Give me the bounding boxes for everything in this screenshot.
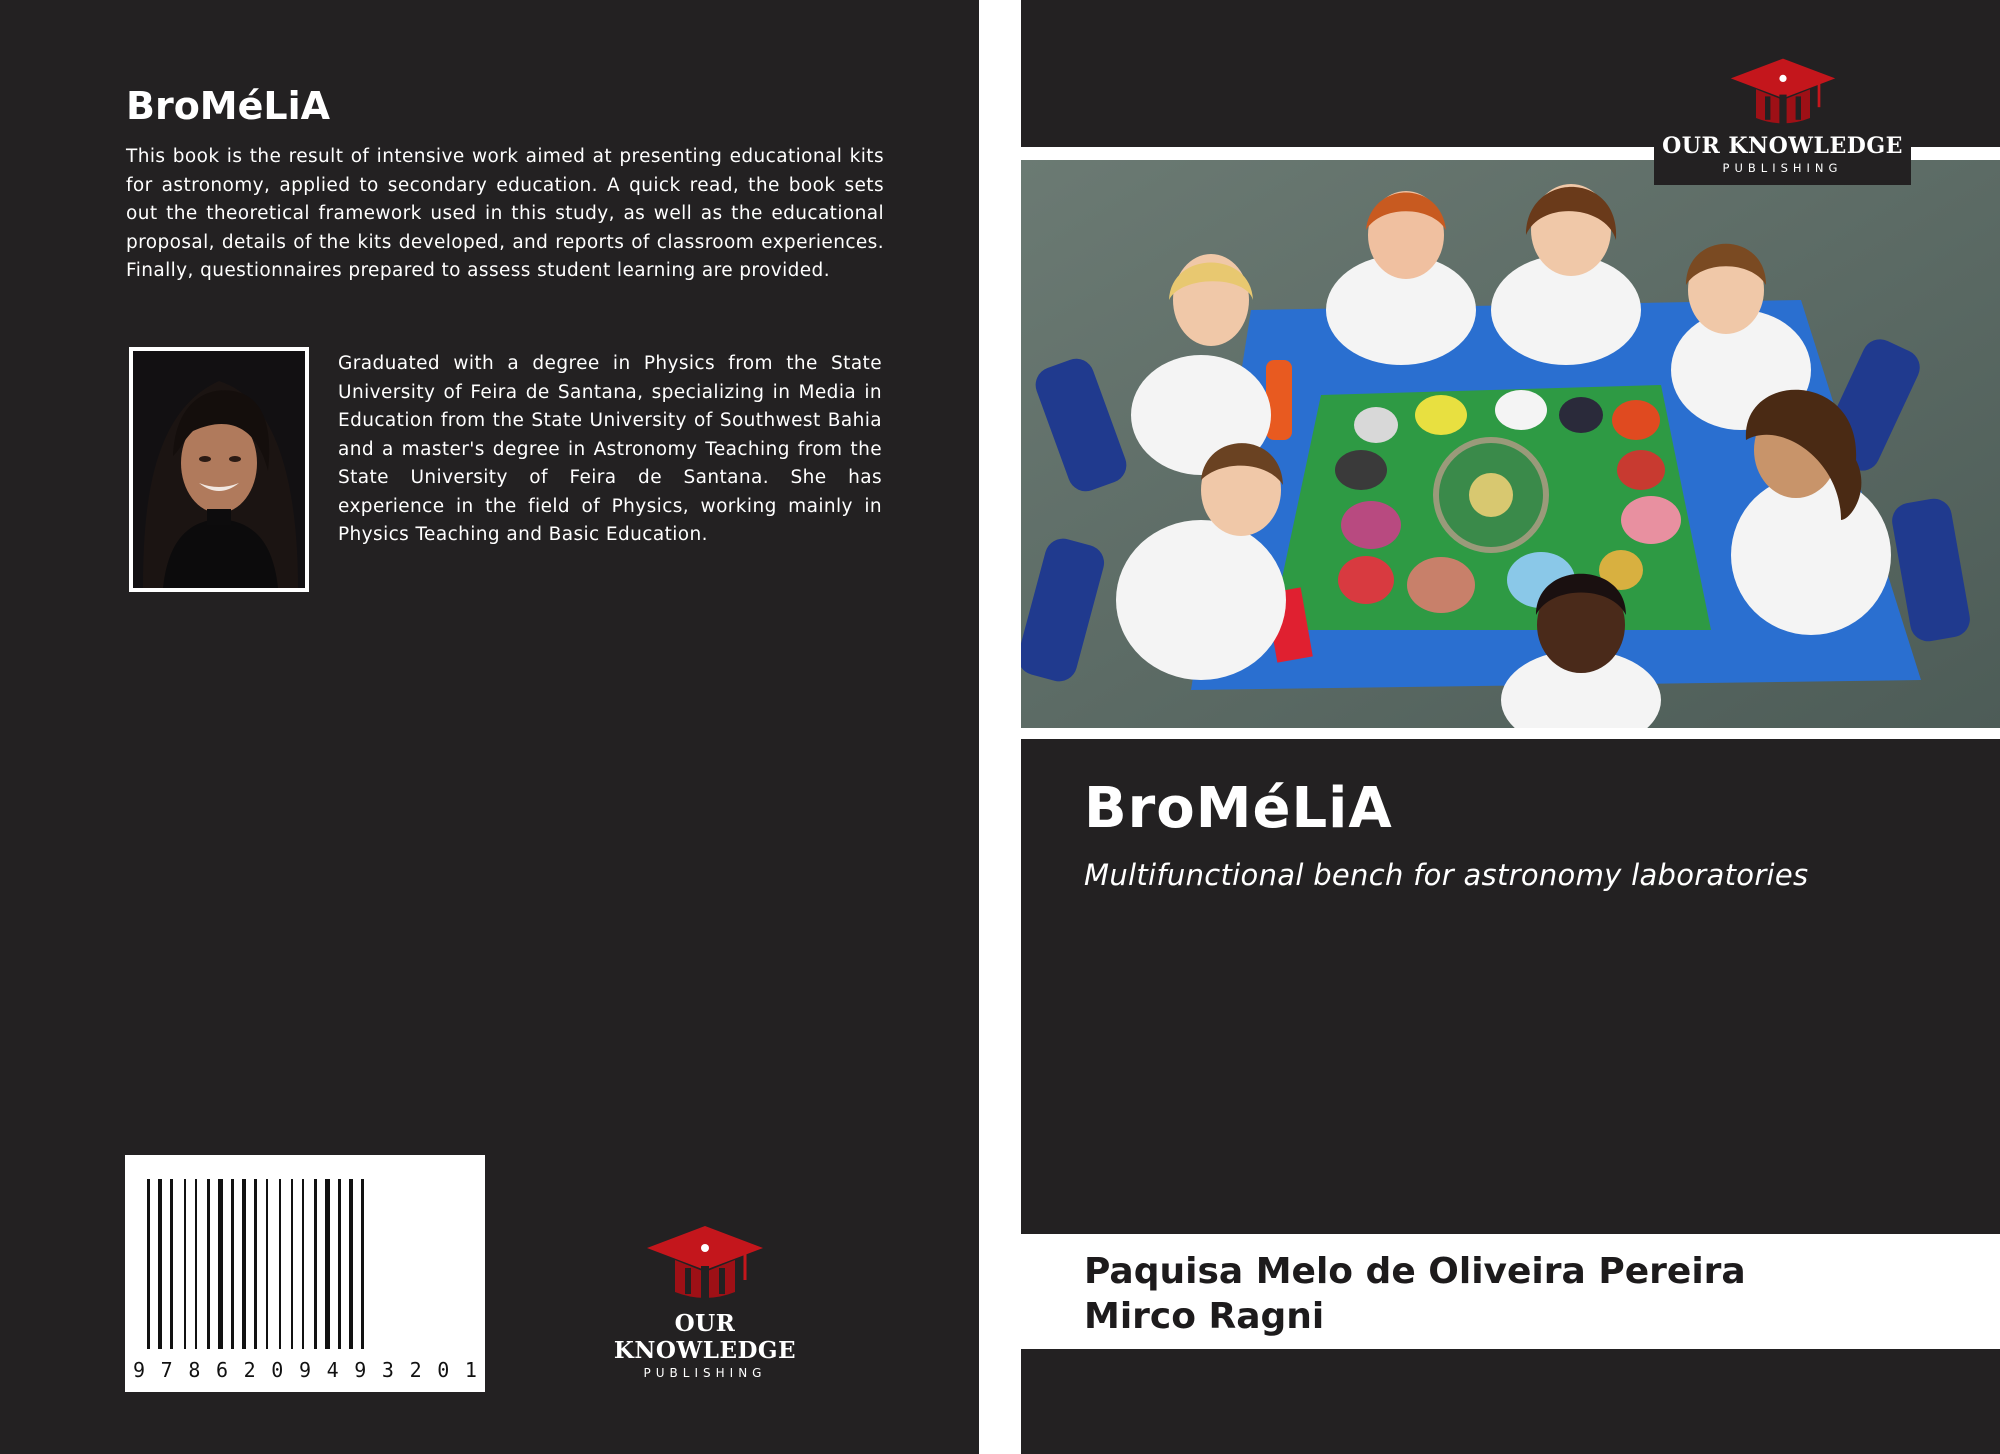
front-bottom-band [1021,1349,2000,1454]
publisher-name: OUR KNOWLEDGE [613,1310,797,1364]
barcode-bar [184,1179,186,1349]
author-portrait-image [133,351,305,588]
barcode-digit: 7 [160,1358,173,1382]
barcode-digit: 6 [215,1358,229,1382]
barcode-bars [125,1179,485,1369]
graduation-cap-icon [1728,55,1838,127]
barcode-bar [266,1179,268,1349]
barcode-bar [207,1179,210,1349]
spine-gap [979,0,1021,1454]
barcode-digit: 4 [326,1358,339,1382]
isbn-barcode [125,1155,485,1392]
publisher-name: OUR KNOWLEDGE [1662,133,1903,159]
barcode-bar [218,1179,223,1349]
publisher-tagline: PUBLISHING [1722,161,1843,175]
barcode-bar [195,1179,197,1349]
barcode-bar [325,1179,330,1349]
barcode-digit: 2 [409,1358,422,1382]
barcode-bar [302,1179,304,1349]
front-cover-subtitle: Multifunctional bench for astronomy laboratories [1084,858,1809,892]
cover-photo [1021,160,2000,728]
author-name-1: Paquisa Melo de Oliveira Pereira [1084,1251,1746,1292]
barcode-digit: 3 [381,1358,394,1382]
publisher-tagline: PUBLISHING [643,1366,767,1380]
classroom-children-image [1021,160,2000,728]
barcode-bar [279,1179,281,1349]
barcode-digit: 2 [243,1358,256,1382]
barcode-digit: 8 [188,1358,201,1382]
barcode-bar [147,1179,150,1349]
barcode-digit: 9 [133,1358,146,1382]
barcode-bar [242,1179,246,1349]
publisher-logo-front [1654,55,1911,175]
author-bio: Graduated with a degree in Physics from the State University of Feira de Santana, specializing in Media in Education from the State University of Southwest Bahia and a master's degree in Astronomy Teaching from the State University of Feira de Santana. She has experience in the field of Physics, working mainly in Physics Teaching and Basic Education. [338,353,882,545]
barcode-bar [361,1179,364,1349]
barcode-digits [133,1358,477,1382]
author-photo [129,347,309,592]
barcode-bar [254,1179,257,1349]
barcode-bar [170,1179,173,1349]
barcode-digit: 0 [437,1358,450,1382]
barcode-bar [349,1179,353,1349]
back-cover-blurb: This book is the result of intensive work aimed at presenting educational kits for astronomy, applied to secondary education. A quick read, the book sets out the theoretical framework used in this study, as well as the educational proposal, details of the kits developed, and reports of classroom experiences. Finally, questionnaires prepared to assess student learning are provided. [126,146,884,281]
barcode-bar [231,1179,234,1349]
author-name-2: Mirco Ragni [1084,1296,1325,1337]
barcode-bar [291,1179,293,1349]
front-cover-title: BroMéLiA [1084,776,1393,841]
author-names [1084,1249,1746,1339]
barcode-digit: 9 [354,1358,367,1382]
barcode-bar [314,1179,317,1349]
barcode-bar [338,1179,341,1349]
barcode-digit: 0 [271,1358,284,1382]
back-cover-title: BroMéLiA [126,84,331,128]
barcode-bar [158,1179,162,1349]
graduation-cap-icon [645,1222,765,1302]
barcode-digit: 9 [298,1358,311,1382]
publisher-logo-back [585,1222,825,1380]
barcode-digit: 1 [464,1358,477,1382]
